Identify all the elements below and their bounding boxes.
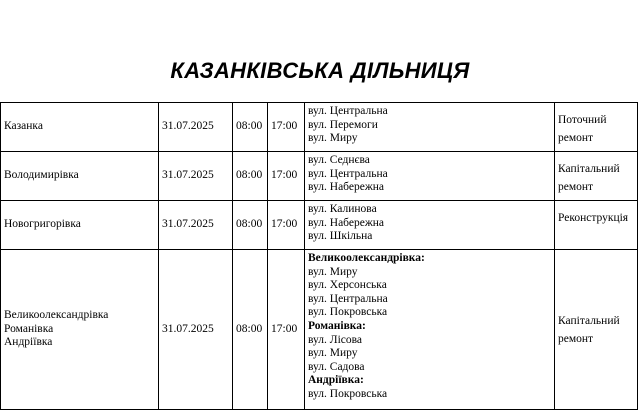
street-name: вул. Калинова (308, 203, 377, 215)
date-cell: 31.07.2025 (159, 103, 233, 152)
street-name: вул. Шкільна (308, 230, 373, 243)
street-name: вул. Центральна (308, 105, 388, 117)
streets-cell (305, 152, 555, 201)
end-time-cell: 17:00 (268, 201, 305, 250)
street-name: вул. Садова (308, 360, 365, 373)
locality-name: Андріївка (4, 336, 53, 349)
end-time-cell: 17:00 (268, 103, 305, 152)
locality-cell (1, 250, 159, 410)
street-name: вул. Центральна (308, 167, 388, 180)
end-time-cell: 17:00 (268, 250, 305, 410)
street-name: вул. Перемоги (308, 118, 378, 131)
street-name: вул. Седнєва (308, 154, 370, 166)
table-row (1, 201, 638, 250)
date-cell: 31.07.2025 (159, 201, 233, 250)
street-name: вул. Набережна (308, 216, 385, 229)
table-row (1, 103, 638, 152)
street-name: вул. Лісова (308, 333, 363, 346)
street-name: вул. Миру (308, 265, 358, 278)
work-type-cell: Капітальний ремонт (555, 250, 638, 410)
start-time-cell: 08:00 (233, 103, 268, 152)
locality-name: Новогригорівка (4, 218, 81, 231)
streets-cell (305, 103, 555, 152)
street-name: вул. Центральна (308, 292, 388, 305)
date-cell: 31.07.2025 (159, 152, 233, 201)
section-title: КАЗАНКІВСЬКА ДІЛЬНИЦЯ (170, 58, 470, 83)
locality-name: Великоолександрівка (4, 309, 109, 322)
start-time-cell: 08:00 (233, 250, 268, 410)
work-type-cell: Реконструкція (555, 201, 638, 250)
locality-cell (1, 201, 159, 250)
area-heading: Великоолександрівка: (308, 252, 425, 264)
locality-cell (1, 152, 159, 201)
locality-name: Казанка (4, 120, 43, 133)
area-heading: Романівка: (308, 319, 366, 332)
schedule-table (0, 102, 638, 410)
locality-name: Романівка (4, 322, 54, 335)
street-name: вул. Миру (308, 132, 358, 145)
start-time-cell: 08:00 (233, 201, 268, 250)
area-heading: Андріївка: (308, 374, 364, 387)
streets-cell (305, 201, 555, 250)
work-type-cell: Капітальний ремонт (555, 152, 638, 201)
end-time-cell: 17:00 (268, 152, 305, 201)
locality-cell (1, 103, 159, 152)
street-name: вул. Набережна (308, 181, 385, 194)
streets-cell (305, 250, 555, 410)
street-name: вул. Покровська (308, 387, 388, 400)
table-row (1, 152, 638, 201)
street-name: вул. Миру (308, 347, 358, 360)
date-cell: 31.07.2025 (159, 250, 233, 410)
work-type-cell: Поточний ремонт (555, 103, 638, 152)
start-time-cell: 08:00 (233, 152, 268, 201)
street-name: вул. Херсонська (308, 279, 387, 292)
street-name: вул. Покровська (308, 306, 388, 319)
locality-name: Володимирівка (4, 169, 79, 182)
table-row (1, 250, 638, 410)
